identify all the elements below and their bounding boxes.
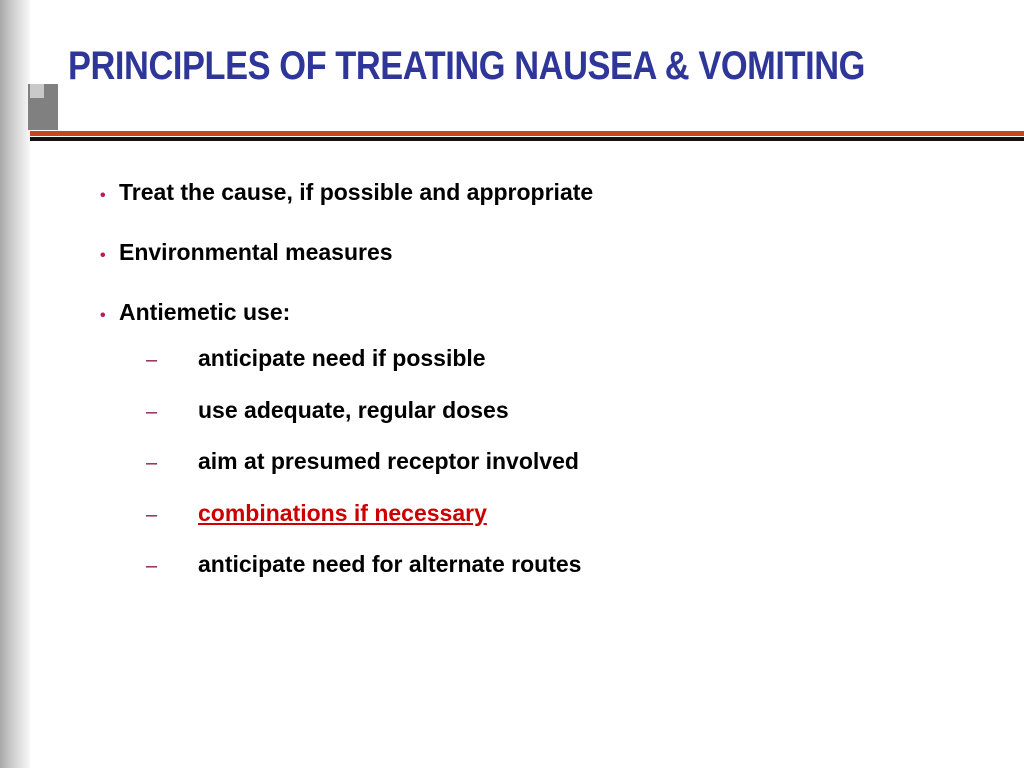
sub-item bbox=[100, 390, 1000, 442]
sub-marker: – bbox=[146, 452, 158, 474]
bullet-list bbox=[100, 170, 1000, 596]
bullet-item bbox=[100, 230, 1000, 290]
bullet-marker: • bbox=[100, 247, 106, 264]
sub-item bbox=[100, 338, 1000, 390]
sub-item-text: anticipate need for alternate routes bbox=[198, 551, 582, 577]
sub-list bbox=[100, 338, 1000, 596]
sub-item bbox=[100, 544, 1000, 596]
sub-list-container bbox=[100, 338, 1000, 596]
bullet-text: Treat the cause, if possible and appropriate bbox=[119, 179, 594, 205]
sub-marker: – bbox=[146, 503, 158, 526]
sub-item-text: anticipate need if possible bbox=[198, 345, 486, 371]
sub-marker: – bbox=[146, 400, 158, 423]
slide-title: PRINCIPLES OF TREATING NAUSEA & VOMITING bbox=[68, 44, 865, 88]
sub-marker: – bbox=[146, 349, 158, 371]
sub-marker: – bbox=[146, 555, 158, 577]
sub-item-text: use adequate, regular doses bbox=[198, 396, 509, 423]
title-rule-orange bbox=[30, 131, 1024, 136]
bullet-text: Environmental measures bbox=[119, 239, 393, 265]
bullet-marker: • bbox=[100, 307, 106, 324]
bullet-item bbox=[100, 170, 1000, 230]
bullet-text: Antiemetic use: bbox=[119, 299, 291, 325]
title-rule-black bbox=[30, 137, 1024, 141]
left-gradient-bar bbox=[0, 0, 30, 768]
sub-item bbox=[100, 441, 1000, 493]
bullet-marker: • bbox=[100, 187, 106, 204]
highlighted-sub-item-text: combinations if necessary bbox=[198, 499, 487, 526]
sub-item-highlighted bbox=[100, 493, 1000, 545]
corner-square-highlight bbox=[30, 84, 44, 98]
sub-item-text: aim at presumed receptor involved bbox=[198, 448, 579, 474]
